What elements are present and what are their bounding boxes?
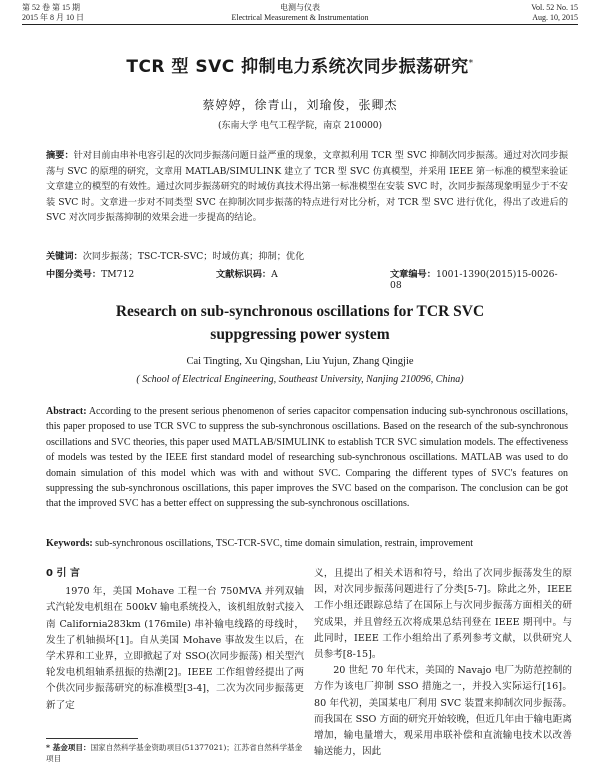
authors-cn: 蔡婷婷，徐青山，刘瑜俊，张卿杰 [202,98,398,112]
keywords-cn-text: 次同步振荡；TSC-TCR-SVC；时域仿真；抑制；优化 [82,251,305,262]
clc-value: TM712 [101,269,135,280]
header-rule [22,24,578,25]
article-number [390,266,568,291]
body-column-left [46,566,304,714]
authors-en: Cai Tingting, Xu Qingshan, Liu Yujun, Zhang Qingjie [186,356,414,367]
footnote-rule [46,738,138,739]
doc-label: 文献标识码： [216,269,272,280]
body-paragraph: 义，且提出了相关术语和符号，给出了次同步振荡发生的原因，对次同步振荡问题进行了分类[5-7]。除此之外，IEEE 工作小组还跟踪总结了在国际上与次同步振荡方面相关的研究成果，并且曾经五次将成果总结刊登在 IEEE 期刊中。与此同时，IEEE 工作小组给出了系列参考文献，以供研究人员参考[8-15]。 [314,568,572,661]
body-paragraph: 20 世纪 70 年代末，美国的 Navajo 电厂为防范控制的方作为该电厂抑制 SSO 措施之一，并投入实际运行[16]。80 年代初，美国某电厂利用 SVC 装置来抑制次同步振荡。而我国在 SSO 方面的研究开始较晚，但近几年由于输电距离增加，输电量增大，观采用串联补偿和直流输电技术以改善输送能力，因此 [314,665,572,758]
header-center [22,3,578,23]
body-column-right [314,566,572,760]
abstract-en-label: Abstract: [46,406,87,417]
clc-label: 中图分类号： [46,269,102,280]
volume-issue-cn: 第 52 卷 第 15 期 [22,3,80,12]
volume-issue-en: Vol. 52 No. 15 [531,3,578,12]
date-cn: 2015 年 8 月 10 日 [22,13,84,22]
document-code [216,266,278,280]
keywords-en [46,536,568,551]
footnote-text: 国家自然科学基金资助项目(51377021)；江苏省自然科学基金项目 [46,743,303,763]
date-en: Aug. 10, 2015 [532,13,578,22]
keywords-en-label: Keywords: [46,538,93,549]
keywords-cn-label: 关键词： [46,251,83,262]
funding-footnote [46,742,304,764]
abstract-cn [46,148,568,226]
body-paragraph: 1970 年，美国 Mohave 工程一台 750MVA 并列双轴式汽轮发电机组在 500kV 输电系统投入，该机组放射式接入南 California283km (176mile) 串补输电线路的母线时，发生了机轴损坏[1]。自从美国 Mohave 事故发生以后，在学术界和工业界，立即掀起了对 SSO(次同步振荡) 相关型汽轮发电机组轴系扭振的热潮[2]。IEEE 工作组曾经提出了两个供次同步振荡研究的标准模型[3-4]，二次为次同步振荡更新了定 [46,586,304,711]
title-en-line1: Research on sub-synchronous oscillations for TCR SVC [115,303,485,320]
abstract-en-text: According to the present serious phenomenon of series capacitor compensation inducing sub-synchronous oscillations, this paper proposed to use TCR SVC to suppress the sub-synchronous oscillations. Based on the research of the sub-synchronous oscillations and SVC theories, this paper used MATLAB/SIMULINK to establish TCR SVC simulation models. The effectiveness of models was tested by the IEEE first standard model of researching sub-synchronous oscillations. MATLAB was used to do domain simulation of this model which was with and without SVC. Comparing the different types of SVC's features on suppressing the sub-synchronous oscillations, this paper improves the SVC based on the comparison. The conclusion can be got that the improved SVC has a better effect on suppressing the sub-synchronous oscillations. [46,406,568,510]
journal-name-cn: 电测与仪表 [280,3,320,12]
keywords-en-text: sub-synchronous oscillations, TSC-TCR-SVC, time domain simulation, restrain, improvement [95,538,474,549]
title-footnote-mark: * [468,58,474,69]
affiliation-en: ( School of Electrical Engineering, Southeast University, Nanjing 210096, China) [136,374,464,385]
id-value: 1001-1390(2015)15-0026-08 [390,269,558,291]
running-header [22,3,578,25]
abstract-en [46,404,568,512]
clc-number [46,266,134,280]
doc-value: A [271,269,278,280]
section-heading: 0 引 言 [46,568,80,579]
journal-name-en: Electrical Measurement & Instrumentation [231,13,369,22]
abstract-cn-text: 针对目前由串补电容引起的次同步振荡问题日益严重的现象，文章拟利用 TCR 型 SVC 抑制次同步振荡。通过对次同步振荡与 SVC 的原理的研究，文章用 MATLAB/SIMULINK 建立了 TCR 型 SVC 仿真模型，并采用 IEEE 第一标准的模型来验证文章建立的模型的有效性。通过次同步振荡研究的时域仿真技术得出第一标准模型在安装 SVC 时，次同步振荡现象明显少于不安装 SVC 时。文章进一步对不同类型 SVC 在抑制次同步振荡的特点进行对比分析，对 TCR 型 SVC 进行优化，得出了改进后的 SVC 对次同步振荡抑制的效果会进一步提高的结论。 [46,150,569,224]
page-title-en [0,300,600,346]
header-right [531,3,578,23]
abstract-cn-label: 摘要： [46,150,74,161]
affiliation-cn: (东南大学 电气工程学院，南京 210000) [217,121,383,131]
id-label: 文章编号： [390,269,436,280]
classification-row [46,266,568,291]
keywords-cn [46,249,568,265]
page-title-cn [0,52,600,77]
title-cn-text: TCR 型 SVC 抑制电力系统次同步振荡研究 [126,57,469,77]
footnote-label: * 基金项目： [46,743,91,752]
title-en-line2: suppgressing power system [210,326,390,343]
